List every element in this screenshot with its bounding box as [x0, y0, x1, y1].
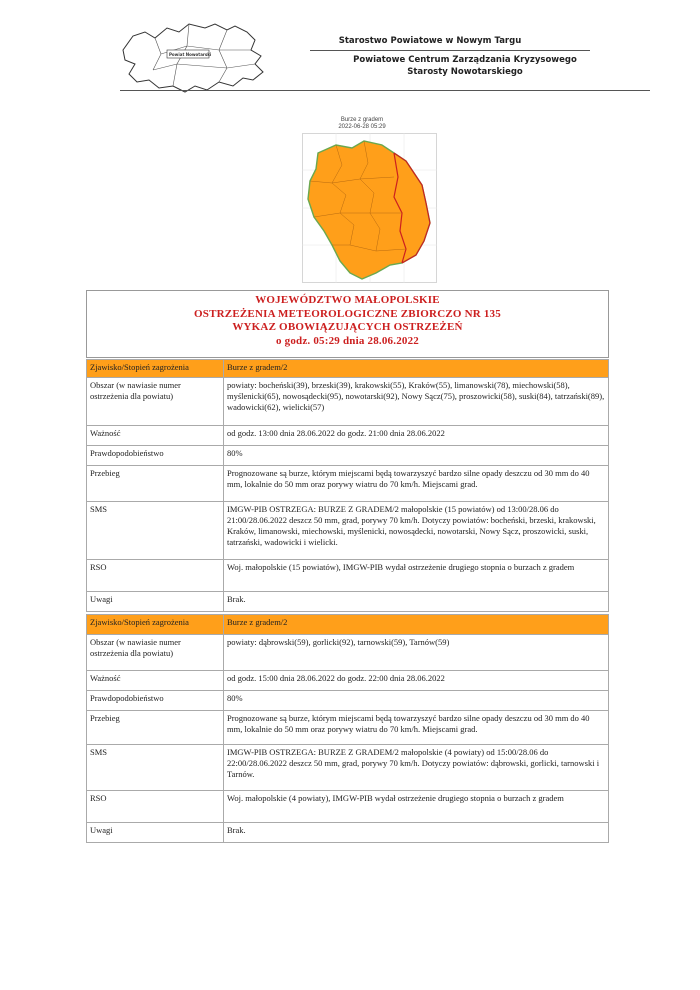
row-label: Obszar (w nawiasie numer ostrzeżenia dla powiatu) — [87, 378, 224, 426]
row-label: Przebieg — [87, 466, 224, 502]
table-row — [87, 446, 609, 466]
row-label: Ważność — [87, 426, 224, 446]
table-row — [87, 823, 609, 843]
crisis-center-line1: Powiatowe Centrum Zarządzania Kryzysowego — [353, 55, 577, 65]
row-label: RSO — [87, 560, 224, 592]
row-value: Prognozowane są burze, którym miejscami będą towarzyszyć bardzo silne opady deszczu od 30 mm do 40 mm, lokalnie do 50 mm oraz porywy wiatru do 70 km/h. Miejscami grad. — [224, 466, 609, 502]
map-caption-date: 2022-06-28 05:29 — [338, 124, 386, 130]
row-value: Brak. — [224, 592, 609, 612]
title-region: WOJEWÓDZTWO MAŁOPOLSKIE — [255, 294, 440, 306]
row-value: Burze z gradem/2 — [224, 615, 609, 635]
table-row — [87, 671, 609, 691]
table-row — [87, 615, 609, 635]
row-label: SMS — [87, 502, 224, 560]
row-label: Uwagi — [87, 592, 224, 612]
row-label: Zjawisko/Stopień zagrożenia — [87, 615, 224, 635]
row-value: IMGW-PIB OSTRZEGA: BURZE Z GRADEM/2 małopolskie (15 powiatów) od 13:00/28.06 do 21:00/28.06.2022 deszcz 50 mm, grad, porywy 70 km/h. Dotyczy powiatów: bocheński, brzeski, krakowski, Kraków, limanowski, miechowski, myślenicki, nowosądecki, nowotarski, Nowy Sącz, proszowicki, suski, tatrzański, wadowicki i wielicki. — [224, 502, 609, 560]
map-caption-title: Burze z gradem — [340, 117, 384, 123]
row-label: Prawdopodobieństwo — [87, 446, 224, 466]
title-list: WYKAZ OBOWIĄZUJĄCYCH OSTRZEŻEŃ — [232, 321, 463, 333]
table-row — [87, 378, 609, 426]
row-value: powiaty: bocheński(39), brzeski(39), krakowski(55), Kraków(55), limanowski(78), miechowski(58), myślenicki(65), nowosądecki(95), nowotarski(92), Nowy Sącz(75), proszowicki(58), suski(84), tatrzański(89), wadowicki(62), wielicki(57) — [224, 378, 609, 426]
header-bottom-rule — [120, 90, 650, 91]
row-value: Brak. — [224, 823, 609, 843]
warning-map — [302, 133, 437, 283]
warning-table-1 — [86, 359, 609, 612]
title-bulletin: OSTRZEŻENIA METEOROLOGICZNE ZBIORCZO NR 135 — [194, 307, 501, 320]
row-label: Obszar (w nawiasie numer ostrzeżenia dla powiatu) — [87, 635, 224, 671]
county-map-logo — [115, 20, 275, 98]
row-label: Uwagi — [87, 823, 224, 843]
table-row — [87, 745, 609, 791]
warning-title-box — [86, 290, 609, 358]
row-label: RSO — [87, 791, 224, 823]
row-label: SMS — [87, 745, 224, 791]
row-value: IMGW-PIB OSTRZEGA: BURZE Z GRADEM/2 małopolskie (4 powiaty) od 15:00/28.06 do 22:00/28.06.2022 deszcz 50 mm, grad, porywy 70 km/h. Dotyczy powiatów: dąbrowski, gorlicki, tarnowski i Tarnów. — [224, 745, 609, 791]
logo-label: Powiat Nowotarski — [169, 52, 212, 57]
table-row — [87, 635, 609, 671]
table-row — [87, 592, 609, 612]
table-row — [87, 691, 609, 711]
row-label: Prawdopodobieństwo — [87, 691, 224, 711]
warning-table-2 — [86, 614, 609, 843]
row-label: Przebieg — [87, 711, 224, 745]
table-row — [87, 360, 609, 378]
row-label: Zjawisko/Stopień zagrożenia — [87, 360, 224, 378]
row-value: 80% — [224, 691, 609, 711]
table-row — [87, 466, 609, 502]
table-row — [87, 791, 609, 823]
title-time: o godz. 05:29 dnia 28.06.2022 — [275, 334, 419, 347]
row-value: od godz. 13:00 dnia 28.06.2022 do godz. 21:00 dnia 28.06.2022 — [224, 426, 609, 446]
office-name: Starostwo Powiatowe w Nowym Targu — [338, 36, 522, 46]
row-value: powiaty: dąbrowski(59), gorlicki(92), tarnowski(59), Tarnów(59) — [224, 635, 609, 671]
row-value: Prognozowane są burze, którym miejscami będą towarzyszyć bardzo silne opady deszczu od 30 mm do 40 mm, lokalnie do 50 mm oraz porywy wiatru do 70 km/h. Miejscami grad. — [224, 711, 609, 745]
row-label: Ważność — [87, 671, 224, 691]
table-row — [87, 426, 609, 446]
row-value: 80% — [224, 446, 609, 466]
table-row — [87, 711, 609, 745]
row-value: Burze z gradem/2 — [224, 360, 609, 378]
header-divider — [310, 50, 590, 51]
row-value: Woj. małopolskie (4 powiaty), IMGW-PIB wydał ostrzeżenie drugiego stopnia o burzach z gradem — [224, 791, 609, 823]
table-row — [87, 502, 609, 560]
table-row — [87, 560, 609, 592]
crisis-center-line2: Starosty Nowotarskiego — [407, 67, 523, 77]
row-value: od godz. 15:00 dnia 28.06.2022 do godz. 22:00 dnia 28.06.2022 — [224, 671, 609, 691]
row-value: Woj. małopolskie (15 powiatów), IMGW-PIB wydał ostrzeżenie drugiego stopnia o burzach z gradem — [224, 560, 609, 592]
